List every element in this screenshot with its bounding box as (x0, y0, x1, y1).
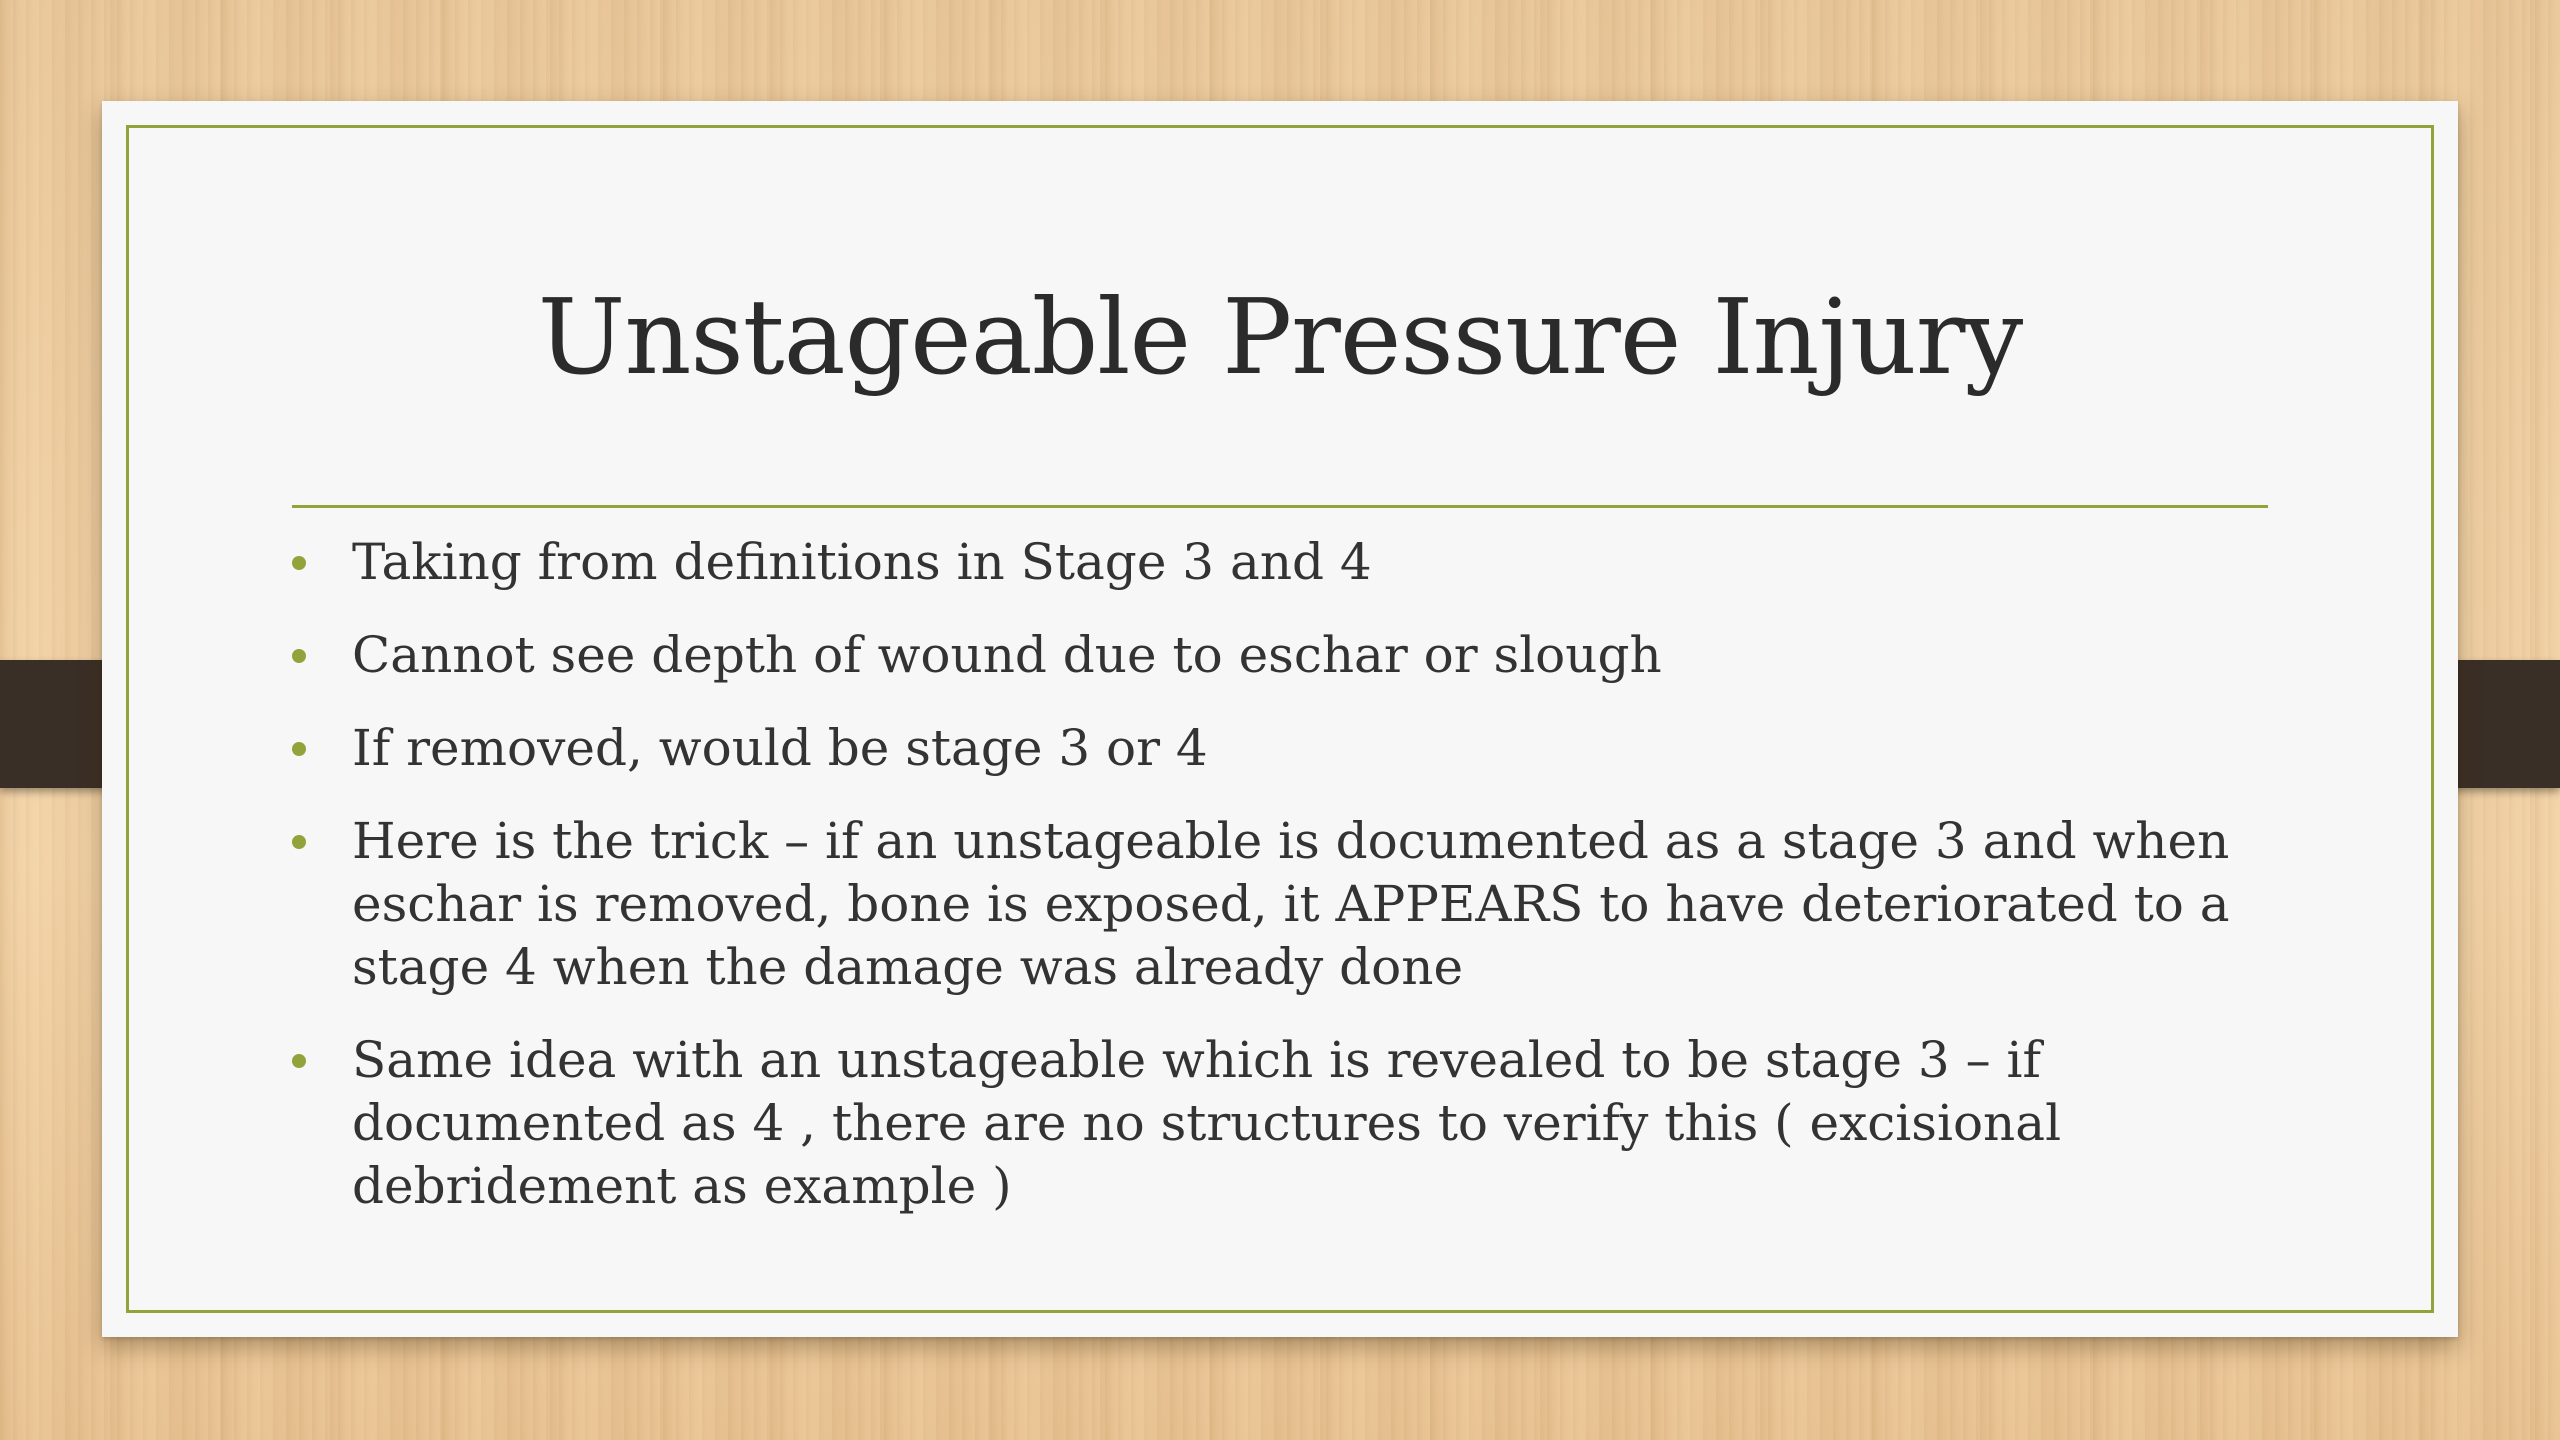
slide (102, 101, 2458, 1337)
title-divider (292, 505, 2268, 508)
bullet-item (292, 1029, 2292, 1218)
bullet-item (292, 717, 2292, 780)
bullet-dot-icon (292, 742, 306, 756)
bullet-item (292, 624, 2292, 687)
bullet-dot-icon (292, 835, 306, 849)
bullet-item (292, 810, 2292, 999)
bullet-text: Here is the trick – if an unstageable is documented as a stage 3 and when eschar is removed, bone is exposed, it APPEARS to have deteriorated to a stage 4 when the damage was already done (352, 812, 2230, 996)
bullet-text: Same idea with an unstageable which is revealed to be stage 3 – if documented as 4 , there are no structures to verify this ( excisional debridement as example ) (352, 1031, 2062, 1215)
bullet-dot-icon (292, 1054, 306, 1068)
bullet-dot-icon (292, 649, 306, 663)
slide-title: Unstageable Pressure Injury (537, 276, 2023, 398)
bullet-item (292, 531, 2292, 594)
bullet-dot-icon (292, 556, 306, 570)
bullet-text: Cannot see depth of wound due to eschar or slough (352, 626, 1662, 684)
bullet-list (292, 531, 2292, 1248)
bullet-text: Taking from definitions in Stage 3 and 4 (352, 533, 1372, 591)
bullet-text: If removed, would be stage 3 or 4 (352, 719, 1208, 777)
